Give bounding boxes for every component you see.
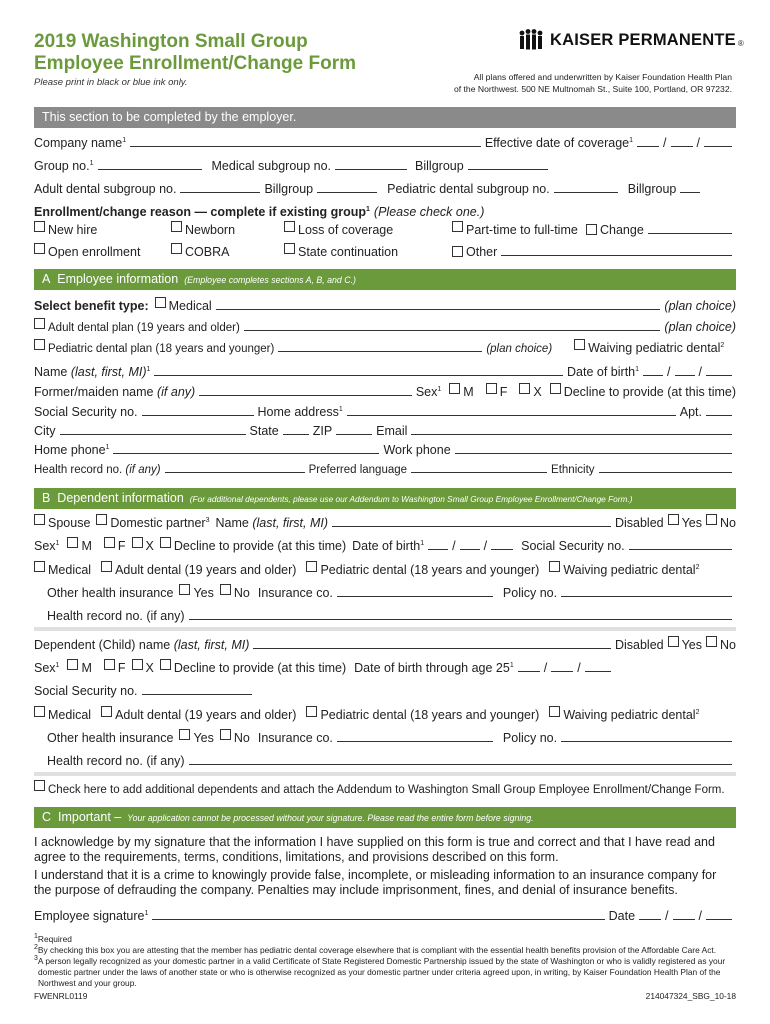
footnote-1: $^1$Required [34, 933, 72, 944]
spouse-health-record-field[interactable] [189, 619, 732, 620]
section-a-bar: A Employee information (Employee completes sections A, B, and C.) [34, 269, 736, 290]
adult-dental-subgroup-label: Adult dental subgroup no. [34, 182, 177, 196]
child-ssn-row [34, 682, 736, 698]
spouse-checkbox[interactable]: Spouse [34, 514, 90, 530]
spouse-disabled-no[interactable]: No [706, 514, 736, 530]
child-benefits-row [34, 706, 736, 722]
spouse-waiving-pediatric-checkbox[interactable]: Waiving pediatric dental$^2$ [549, 561, 699, 577]
spouse-insurance-co-label: Insurance co. [257, 586, 333, 600]
effective-date-month[interactable] [637, 146, 659, 147]
child-sex-x[interactable]: X [132, 659, 154, 675]
footnote-2: $^2$By checking this box you are attesting that the member has pediatric dental coverage elsewhere that is compliant with the essential health benefits provision of the Affordable Care Act. [34, 944, 717, 955]
zip-label: ZIP [312, 424, 333, 438]
work-phone-field[interactable] [455, 453, 732, 454]
fraud-warning-paragraph: I understand that it is a crime to knowingly provide false, incomplete, or misleading information to an insurance company for the purpose of defrauding the company. Penalties may include imprisonment, fines, and denial of insurance benefits. [34, 868, 717, 897]
adult-dental-subgroup-field[interactable] [180, 192, 260, 193]
kaiser-people-icon [518, 28, 544, 52]
reason-options-row-1 [34, 221, 736, 237]
email-field[interactable] [411, 434, 732, 435]
child-disabled-yes[interactable]: Yes [668, 636, 702, 652]
child-insurance-row [34, 729, 736, 745]
employee-ssn-label: Social Security no. [34, 405, 138, 419]
billgroup-field-3[interactable] [680, 192, 700, 193]
child-name-label: Dependent (Child) name (last, first, MI) [34, 638, 250, 652]
child-sex-row: Sex$^1$ M F X Decline to provide (at this time) Date of birth through age $25^1$ / / [34, 659, 736, 675]
employee-signature-field[interactable] [152, 919, 604, 920]
spouse-row [34, 514, 736, 530]
signature-date-day[interactable] [673, 919, 695, 920]
employee-name-field[interactable] [154, 375, 563, 376]
home-address-field[interactable] [347, 415, 676, 416]
registered-mark: ® [737, 38, 744, 48]
benefit-adult-dental-row [34, 318, 736, 334]
billgroup-label-2: Billgroup [264, 182, 314, 196]
spouse-ssn-field[interactable] [629, 549, 732, 550]
billgroup-field-2[interactable] [317, 192, 377, 193]
ethnicity-field[interactable] [599, 472, 732, 473]
employee-dob-day[interactable] [675, 375, 695, 376]
waiving-pediatric-dental-checkbox[interactable]: Waiving pediatric dental$^2$ [574, 339, 724, 355]
spouse-ssn-label: Social Security no. [521, 539, 625, 553]
employee-health-record-field[interactable] [165, 472, 305, 473]
spouse-other-insurance-label: Other health insurance [47, 586, 174, 600]
signature-row: Employee signature$^1$ Date / / [34, 907, 736, 923]
reason-state-continuation[interactable]: State continuation [284, 243, 398, 259]
former-name-row [34, 383, 736, 399]
spouse-health-record-row [34, 607, 736, 623]
spouse-sex-row: Sex$^1$ M F X Decline to provide (at this time) Date of birth$^1$ / / Social Security no. [34, 537, 736, 553]
effective-date-day[interactable] [671, 146, 693, 147]
section-b-bar: B Dependent information (For additional dependents, please use our Addendum to Washington Small Group Employee Enrollment/Change Form.) [34, 488, 736, 509]
child-health-record-row [34, 752, 736, 768]
effective-date-year[interactable] [704, 146, 732, 147]
child-waiving-pediatric-checkbox[interactable]: Waiving pediatric dental$^2$ [549, 706, 699, 722]
footnote-3: $^3$A person legally recognized as your domestic partner in a valid Certificate of State Registered Domestic Partnership issued by the state of Washington or who is validly registered as your domestic partner under the laws of another state or who is otherwise recognized as your domestic partner under criteria agreed upon, in writing, by Kaiser Foundation Health Plan of the Northwest and your group. [34, 955, 726, 988]
child-dob-month[interactable] [518, 671, 540, 672]
employee-name-row: Name (last, first, MI)$^1$ Date of birth$^1$ / / [34, 363, 736, 379]
employer-section-bar: This section to be completed by the employer. [34, 107, 736, 128]
add-dependents-row [34, 780, 736, 796]
dependent-divider-1 [34, 627, 736, 631]
child-name-row [34, 636, 736, 652]
child-insurance-co-field[interactable] [337, 741, 493, 742]
state-field[interactable] [283, 434, 309, 435]
group-no-label: Group no.$^1$ [34, 159, 94, 173]
child-sex-decline[interactable]: Decline to provide (at this time) [160, 659, 346, 675]
employee-dob-month[interactable] [643, 375, 663, 376]
spouse-sex-m[interactable]: M [67, 537, 91, 553]
spouse-pediatric-dental-checkbox[interactable]: Pediatric dental (18 years and younger) [306, 561, 539, 577]
spouse-insurance-no[interactable]: No [220, 584, 250, 600]
select-benefit-label: Select benefit type: [34, 299, 149, 313]
logo-wordmark: KAISER PERMANENTE [550, 30, 736, 49]
acknowledgment-paragraph: I acknowledge by my signature that the information I have supplied on this form is true and correct and that I have read and agree to the requirements, terms, conditions, limitations, and provisions described on this form. [34, 835, 715, 864]
spouse-insurance-yes[interactable]: Yes [179, 584, 213, 600]
ethnicity-label: Ethnicity [551, 464, 595, 476]
spouse-name-label: Name (last, first, MI) [215, 516, 329, 530]
apt-field[interactable] [706, 415, 732, 416]
pediatric-dental-subgroup-label: Pediatric dental subgroup no. [387, 182, 550, 196]
work-phone-label: Work phone [383, 443, 451, 457]
former-name-field[interactable] [199, 395, 412, 396]
billgroup-label-3: Billgroup [627, 182, 677, 196]
group-row [34, 157, 736, 173]
reason-change[interactable]: Change [586, 223, 736, 237]
pediatric-dental-plan-field[interactable] [278, 351, 482, 352]
child-dob-day[interactable] [551, 671, 573, 672]
plans-note-line-1: All plans offered and underwritten by Kaiser Foundation Health Plan [473, 72, 732, 82]
signature-date-month[interactable] [639, 919, 661, 920]
child-insurance-yes[interactable]: Yes [179, 729, 213, 745]
preferred-language-field[interactable] [411, 472, 547, 473]
child-medical-checkbox[interactable]: Medical [34, 706, 91, 722]
child-disabled-no[interactable]: No [706, 636, 736, 652]
document-code: 214047324_SBG_10-18 [645, 991, 736, 1001]
child-insurance-no[interactable]: No [220, 729, 250, 745]
child-other-insurance-label: Other health insurance [47, 731, 174, 745]
spouse-sex-f[interactable]: F [104, 537, 126, 553]
effective-date-label: Effective date of coverage$^1$ [484, 136, 634, 150]
spouse-dob-label: Date of birth$^1$ [352, 539, 425, 553]
child-sex-f[interactable]: F [104, 659, 126, 675]
former-name-label: Former/maiden name (if any) [34, 385, 196, 399]
plan-choice-label-3: (plan choice) [486, 343, 553, 355]
preferred-language-label: Preferred language [308, 464, 408, 476]
child-insurance-co-label: Insurance co. [257, 731, 333, 745]
health-record-row [34, 460, 736, 476]
company-name-field[interactable] [130, 146, 481, 147]
spouse-policy-no-label: Policy no. [502, 586, 558, 600]
child-health-record-label: Health record no. (if any) [47, 754, 185, 768]
reason-label: Enrollment/change reason — complete if existing group$^1$ [34, 205, 370, 219]
child-sex-m[interactable]: M [67, 659, 91, 675]
city-field[interactable] [60, 434, 246, 435]
reason-cobra[interactable]: COBRA [171, 243, 229, 259]
child-policy-no-field[interactable] [561, 741, 732, 742]
reason-newborn[interactable]: Newborn [171, 221, 235, 237]
phone-row [34, 441, 736, 457]
reason-new-hire[interactable]: New hire [34, 221, 97, 237]
form-title-line-2: Employee Enrollment/Change Form [34, 53, 356, 74]
employee-signature-label: Employee signature$^1$ [34, 909, 149, 923]
child-disabled-label: Disabled [614, 638, 664, 652]
medical-plan-field[interactable] [216, 309, 661, 310]
child-pediatric-dental-checkbox[interactable]: Pediatric dental (18 years and younger) [306, 706, 539, 722]
employee-sex-decline[interactable]: Decline to provide (at this time) [550, 383, 736, 399]
kaiser-logo [518, 28, 744, 52]
child-ssn-label: Social Security no. [34, 684, 138, 698]
spouse-health-record-label: Health record no. (if any) [47, 609, 185, 623]
domestic-partner-checkbox[interactable]: Domestic partner$^3$ [96, 514, 209, 530]
reason-options-row-2 [34, 243, 736, 259]
spouse-disabled-yes[interactable]: Yes [668, 514, 702, 530]
email-label: Email [376, 424, 408, 438]
dental-subgroup-row [34, 180, 736, 196]
child-dob-year[interactable] [585, 671, 611, 672]
dependent-divider-2 [34, 772, 736, 776]
billgroup-label-1: Billgroup [415, 159, 464, 173]
reason-heading-row [34, 203, 736, 219]
employee-name-label: Name (last, first, MI)$^1$ [34, 365, 151, 379]
child-policy-no-label: Policy no. [502, 731, 558, 745]
home-phone-field[interactable] [113, 453, 379, 454]
spouse-adult-dental-checkbox[interactable]: Adult dental (19 years and older) [101, 561, 296, 577]
child-health-record-field[interactable] [189, 764, 732, 765]
employee-sex-label: Sex$^1$ [415, 385, 442, 399]
adult-dental-plan-field[interactable] [244, 330, 661, 331]
spouse-insurance-row [34, 584, 736, 600]
spouse-medical-checkbox[interactable]: Medical [34, 561, 91, 577]
spouse-insurance-co-field[interactable] [337, 596, 493, 597]
form-title-line-1: 2019 Washington Small Group [34, 31, 308, 52]
spouse-sex-decline[interactable]: Decline to provide (at this time) [160, 537, 346, 553]
group-no-field[interactable] [98, 169, 202, 170]
employee-sex-f[interactable]: F [486, 383, 508, 399]
employee-dob-label: Date of birth$^1$ [567, 365, 640, 379]
company-row: Company name$^1$ Effective date of coverage$^1$ / / [34, 134, 736, 150]
form-code: FWENRL0119 [34, 991, 88, 1001]
reason-note: (Please check one.) [373, 205, 485, 219]
zip-field[interactable] [336, 434, 372, 435]
add-dependents-checkbox[interactable]: Check here to add additional dependents and attach the Addendum to Washington Small Group Employee Enrollment/Change Form. [34, 780, 725, 796]
spouse-dob-day[interactable] [460, 549, 480, 550]
city-row [34, 422, 736, 438]
signature-date-year[interactable] [706, 919, 732, 920]
plan-choice-label-2: (plan choice) [664, 320, 736, 334]
medical-subgroup-label: Medical subgroup no. [211, 159, 332, 173]
city-label: City [34, 424, 56, 438]
employee-ssn-field[interactable] [142, 415, 254, 416]
home-address-label: Home address$^1$ [257, 405, 343, 419]
billgroup-field-1[interactable] [468, 169, 548, 170]
child-sex-label: Sex$^1$ [34, 661, 60, 675]
spouse-benefits-row [34, 561, 736, 577]
spouse-sex-x[interactable]: X [132, 537, 154, 553]
spouse-dob-month[interactable] [428, 549, 448, 550]
reason-part-time-to-full-time[interactable]: Part-time to full-time [452, 221, 578, 237]
signature-date-label: Date [608, 909, 636, 923]
spouse-dob-year[interactable] [491, 549, 513, 550]
reason-loss-of-coverage[interactable]: Loss of coverage [284, 221, 393, 237]
spouse-sex-label: Sex$^1$ [34, 539, 60, 553]
plans-note-line-2: of the Northwest. 500 NE Multnomah St., Suite 100, Portland, OR 97232. [453, 84, 732, 94]
benefit-pediatric-dental-checkbox[interactable]: Pediatric dental plan (18 years and younger) [34, 339, 274, 355]
benefit-medical-row [34, 297, 736, 313]
employee-sex-x[interactable]: X [519, 383, 541, 399]
section-c-bar: C Important – Your application cannot be processed without your signature. Please read the entire form before signing. [34, 807, 736, 828]
child-ssn-field[interactable] [142, 694, 252, 695]
benefit-pediatric-dental-row [34, 339, 736, 355]
apt-label: Apt. [679, 405, 702, 419]
company-name-label: Company name$^1$ [34, 136, 127, 150]
ink-instruction: Please print in black or blue ink only. [34, 77, 188, 88]
child-dob-label: Date of birth through age $25^1$ [354, 661, 514, 675]
employee-health-record-label: Health record no. (if any) [34, 464, 161, 476]
medical-subgroup-field[interactable] [335, 169, 407, 170]
reason-other[interactable]: Other [452, 245, 736, 259]
employee-sex-m[interactable]: M [449, 383, 473, 399]
plan-choice-label-1: (plan choice) [664, 299, 736, 313]
benefit-medical-checkbox[interactable]: Medical [155, 297, 212, 313]
reason-open-enrollment[interactable]: Open enrollment [34, 243, 140, 259]
ssn-address-row [34, 403, 736, 419]
child-adult-dental-checkbox[interactable]: Adult dental (19 years and older) [101, 706, 296, 722]
pediatric-dental-subgroup-field[interactable] [554, 192, 618, 193]
child-name-field[interactable] [253, 648, 611, 649]
benefit-adult-dental-checkbox[interactable]: Adult dental plan (19 years and older) [34, 318, 240, 334]
state-label: State [249, 424, 279, 438]
employee-dob-year[interactable] [706, 375, 732, 376]
home-phone-label: Home phone$^1$ [34, 443, 110, 457]
spouse-name-field[interactable] [332, 526, 611, 527]
spouse-policy-no-field[interactable] [561, 596, 732, 597]
spouse-disabled-label: Disabled [614, 516, 664, 530]
